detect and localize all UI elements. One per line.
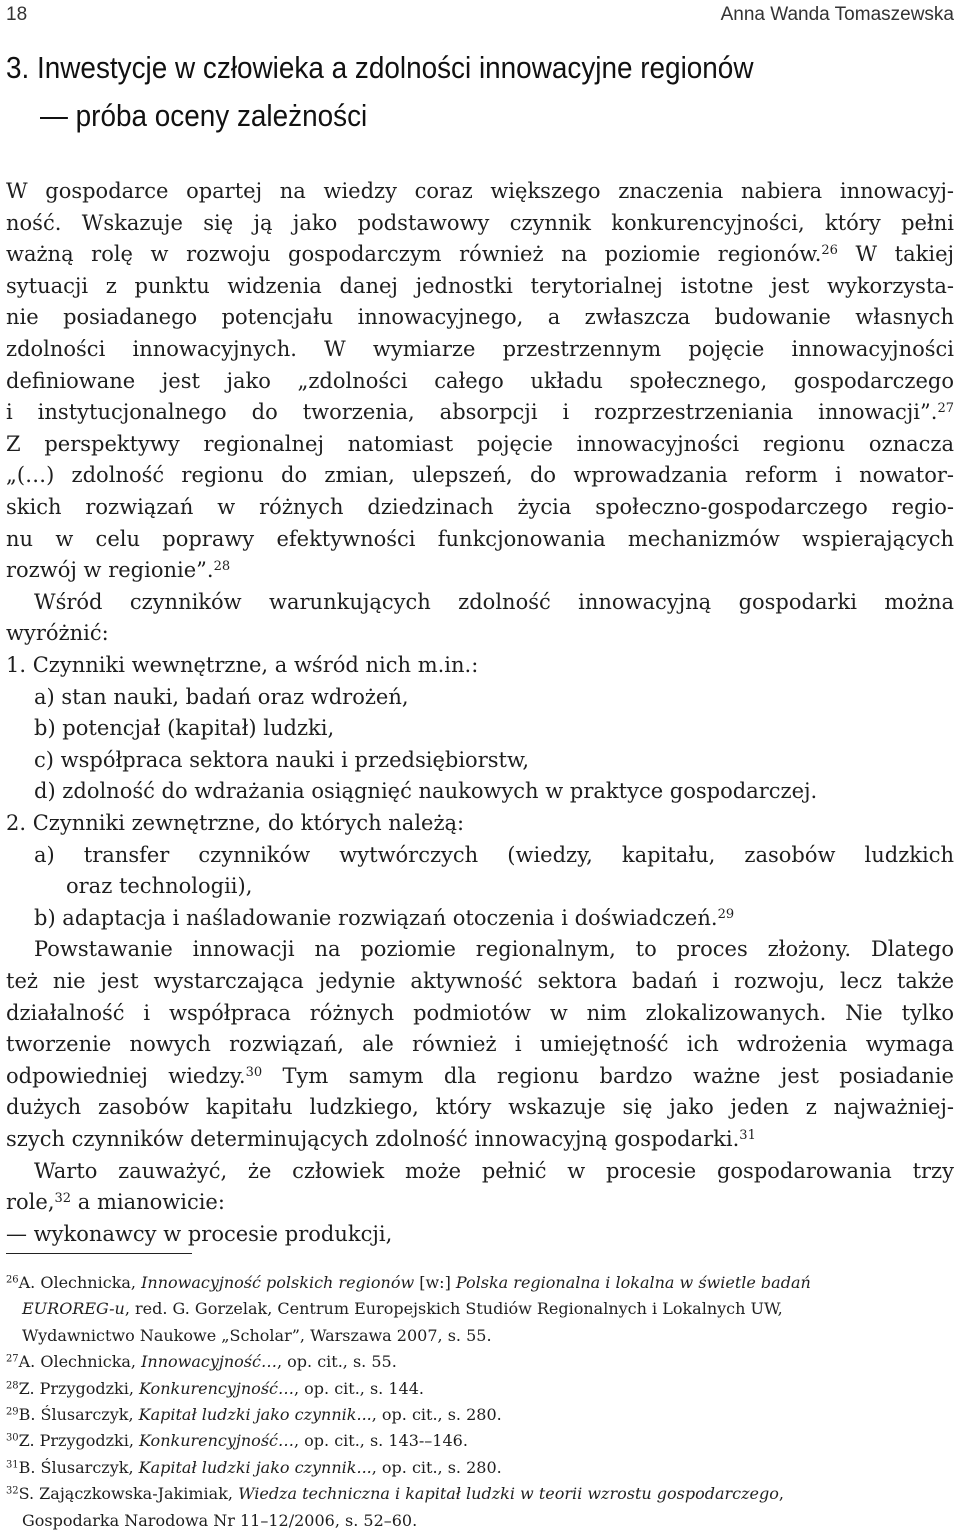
- body-line: [34, 712, 954, 744]
- footnote-number: 29: [6, 1406, 19, 1418]
- footnote-text: A. Olechnicka,: [18, 1273, 142, 1292]
- body-line-text: 1. Czynniki wewnętrzne, a wśród nich m.in.:: [6, 653, 479, 677]
- body-line-text: role,: [6, 1190, 55, 1215]
- footnote-line: [6, 1270, 954, 1296]
- footnote-line: [22, 1296, 954, 1322]
- body-line-text: 2. Czynniki zewnętrzne, do których należą:: [6, 811, 465, 835]
- footnote-reference[interactable]: 26: [821, 243, 838, 259]
- footnote-title: Kapitał ludzki jako czynnik...: [138, 1405, 372, 1424]
- body-line-text: c) współpraca sektora nauki i przedsiębiorstw,: [34, 747, 530, 772]
- body-line-text: W gospodarce opartej na wiedzy coraz większego znaczenia nabiera innowacyj-: [6, 179, 954, 203]
- body-line-text: szych czynników determinujących zdolność innowacyjną gospodarki.: [6, 1127, 740, 1151]
- footnote-line: [22, 1508, 954, 1534]
- body-line-text: skich rozwiązań w różnych dziedzinach życia społeczno-gospodarczego regio-: [6, 495, 954, 519]
- page-number: 18: [6, 4, 28, 25]
- body-line-text: rozwój w regionie”.: [6, 558, 214, 583]
- footnote-title: Konkurencyjność…: [139, 1378, 294, 1398]
- body-line-text: tworzenie nowych rozwiązań, ale również i umiejętność ich wdrożenia wymaga: [6, 1032, 954, 1057]
- body-line: [34, 744, 954, 776]
- body-line-text: zdolności innowacyjnych. W wymiarze przestrzennym pojęcie innowacyjności: [6, 337, 954, 361]
- body-line: [6, 523, 954, 555]
- body-line-text: ność. Wskazuje się ją jako podstawowy czynnik konkurencyjności, który pełni: [6, 210, 954, 235]
- body-line-text: ważną rolę w rozwoju gospodarczym również na poziomie regionów.: [6, 242, 822, 267]
- body-line-text: działalność i współpraca różnych podmiotów w nim zlokalizowanych. Nie tylko: [6, 1000, 954, 1025]
- body-line-text: b) potencjał (kapitał) ludzki,: [34, 716, 335, 741]
- body-line-text: i instytucjonalnego do tworzenia, absorpcji i rozprzestrzeniania innowacji”.: [6, 400, 938, 425]
- body-line: [6, 1091, 954, 1123]
- footnote-number: 30: [6, 1432, 19, 1444]
- body-line-text: oraz technologii),: [66, 874, 253, 899]
- body-line: [66, 870, 954, 902]
- body-line-text: nie posiadanego potencjału innowacyjnego, a zwłaszcza budowanie własnych: [6, 305, 954, 330]
- footnote-title: Konkurencyjność…: [139, 1431, 294, 1451]
- footnote-text: , op. cit., s. 143-–146.: [293, 1431, 468, 1451]
- body-line-text: a) stan nauki, badań oraz wdrożeń,: [34, 684, 409, 709]
- section-heading-line-1: 3. Inwestycje w człowieka a zdolności innowacyjne regionów: [6, 50, 754, 85]
- body-line-text: W takiej: [837, 242, 955, 267]
- body-line: [6, 617, 954, 649]
- body-line: [6, 301, 954, 333]
- footnote-text: B. Ślusarczyk,: [18, 1457, 139, 1477]
- body-line-text: — wykonawcy w procesie produkcji,: [6, 1221, 393, 1246]
- footnote-reference[interactable]: 28: [213, 559, 231, 575]
- body-line: [6, 459, 954, 491]
- body-line: [6, 997, 954, 1029]
- body-line: [34, 775, 954, 807]
- body-line: [34, 681, 954, 713]
- footnote-text: B. Ślusarczyk,: [18, 1405, 139, 1424]
- body-line: [34, 1155, 954, 1187]
- footnote-line: [22, 1323, 954, 1349]
- footnote-text: , op. cit., s. 55.: [276, 1352, 397, 1372]
- footnote-title: Innowacyjność…: [141, 1352, 277, 1372]
- body-line: [6, 207, 954, 239]
- body-line-text: a) transfer czynników wytwórczych (wiedzy, kapitału, zasobów ludzkich: [34, 842, 954, 867]
- footnote-text: , op. cit., s. 280.: [371, 1457, 502, 1477]
- body-line-text: sytuacji z punktu widzenia danej jednostki terytorialnej istotne jest wykorzysta-: [6, 273, 954, 298]
- footnote-text: ,: [778, 1484, 784, 1504]
- footnote-text: , op. cit., s. 144.: [293, 1378, 424, 1398]
- body-line-text: d) zdolność do wdrażania osiągnięć naukowych w praktyce gospodarczej.: [34, 779, 818, 804]
- body-line: [6, 807, 954, 839]
- footnote-reference[interactable]: 32: [54, 1191, 72, 1207]
- body-line-text: „(…) zdolność regionu do zmian, ulepszeń, do wprowadzania reform i nowator-: [6, 463, 954, 488]
- body-line: [6, 1028, 954, 1060]
- body-line-text: Powstawanie innowacji na poziomie regionalnym, to proces złożony. Dlatego: [34, 937, 954, 962]
- body-line: [6, 333, 954, 365]
- footnote-title: Kapitał ludzki jako czynnik...: [138, 1457, 372, 1477]
- body-line-text: dużych zasobów kapitału ludzkiego, który wskazuje się jako jeden z najważniej-: [6, 1095, 954, 1120]
- body-line: [6, 396, 954, 428]
- footnote-title: Polska regionalna i lokalna w świetle badań: [455, 1273, 811, 1292]
- body-line-text: też nie jest wystarczająca jedynie aktywność sektora badań i rozwoju, lecz także: [6, 969, 954, 993]
- body-line-text: a mianowicie:: [71, 1190, 225, 1215]
- footnote-text: Gospodarka Narodowa Nr 11–12/2006, s. 52–60.: [22, 1510, 418, 1530]
- footnote-text: , red. G. Gorzelak, Centrum Europejskich Studiów Regionalnych i Lokalnych UW,: [124, 1299, 783, 1319]
- footnote-separator: [6, 1253, 192, 1254]
- footnote-number: 32: [6, 1485, 19, 1497]
- footnote-number: 31: [6, 1459, 19, 1471]
- body-line-text: b) adaptacja i naśladowanie rozwiązań otoczenia i doświadczeń.: [34, 905, 718, 930]
- footnote-reference[interactable]: 29: [717, 906, 735, 922]
- footnote-text: A. Olechnicka,: [18, 1352, 142, 1372]
- footnote-line: [6, 1376, 954, 1402]
- footnote-line: [6, 1428, 954, 1454]
- footnote-number: 28: [6, 1380, 19, 1392]
- footnote-reference[interactable]: 31: [739, 1127, 756, 1143]
- body-line: [6, 428, 954, 460]
- footnote-text: Z. Przygodzki,: [18, 1378, 140, 1398]
- section-heading-line-2: — próba oceny zależności: [40, 98, 368, 133]
- body-line-text: Warto zauważyć, że człowiek może pełnić w procesie gospodarowania trzy: [34, 1158, 954, 1183]
- footnote-number: 26: [6, 1274, 19, 1286]
- body-line-text: odpowiedniej wiedzy.: [6, 1063, 246, 1088]
- running-header-author: Anna Wanda Tomaszewska: [720, 4, 954, 25]
- body-line: [34, 839, 954, 871]
- body-line: [6, 175, 954, 207]
- footnote-line: [6, 1402, 954, 1428]
- footnote-reference[interactable]: 27: [937, 401, 954, 417]
- body-line: [6, 1060, 954, 1092]
- body-line: [6, 238, 954, 270]
- footnote-text: Wydawnictwo Naukowe „Scholar”, Warszawa 2007, s. 55.: [22, 1325, 492, 1345]
- body-line: [6, 649, 954, 681]
- footnote-title: Innowacyjność polskich regionów: [141, 1273, 415, 1292]
- body-line-text: Wśród czynników warunkujących zdolność innowacyjną gospodarki można: [34, 589, 954, 614]
- body-line-text: wyróżnić:: [6, 621, 109, 646]
- body-line: [34, 586, 954, 618]
- body-line: [6, 491, 954, 523]
- footnote-text: [w:]: [414, 1273, 456, 1292]
- body-line: [34, 902, 954, 934]
- body-line-text: nu w celu poprawy efektywności funkcjonowania mechanizmów wspierających: [6, 526, 954, 551]
- body-line-text: Tym samym dla regionu bardzo ważne jest posiadanie: [262, 1063, 954, 1088]
- body-line: [6, 554, 954, 586]
- body-line: [34, 933, 954, 965]
- footnote-text: , op. cit., s. 280.: [371, 1405, 502, 1424]
- footnote-number: 27: [6, 1353, 19, 1365]
- footnote-title: EUROREG-u: [22, 1299, 125, 1319]
- body-line: [6, 270, 954, 302]
- footnote-reference[interactable]: 30: [245, 1064, 263, 1080]
- body-line: [6, 1218, 954, 1250]
- body-line: [6, 965, 954, 997]
- footnote-line: [6, 1349, 954, 1375]
- footnote-title: Wiedza techniczna i kapitał ludzki w teorii wzrostu gospodarczego: [238, 1484, 779, 1504]
- body-line-text: definiowane jest jako „zdolności całego układu społecznego, gospodarczego: [6, 368, 954, 393]
- footnote-line: [6, 1455, 954, 1481]
- footnote-text: S. Zajączkowska-Jakimiak,: [18, 1484, 239, 1504]
- body-line: [6, 365, 954, 397]
- footnote-text: Z. Przygodzki,: [18, 1431, 140, 1451]
- body-line-text: Z perspektywy regionalnej natomiast pojęcie innowacyjności regionu oznacza: [6, 431, 954, 456]
- body-line: [6, 1123, 954, 1155]
- footnote-line: [6, 1481, 954, 1507]
- body-line: [6, 1186, 954, 1218]
